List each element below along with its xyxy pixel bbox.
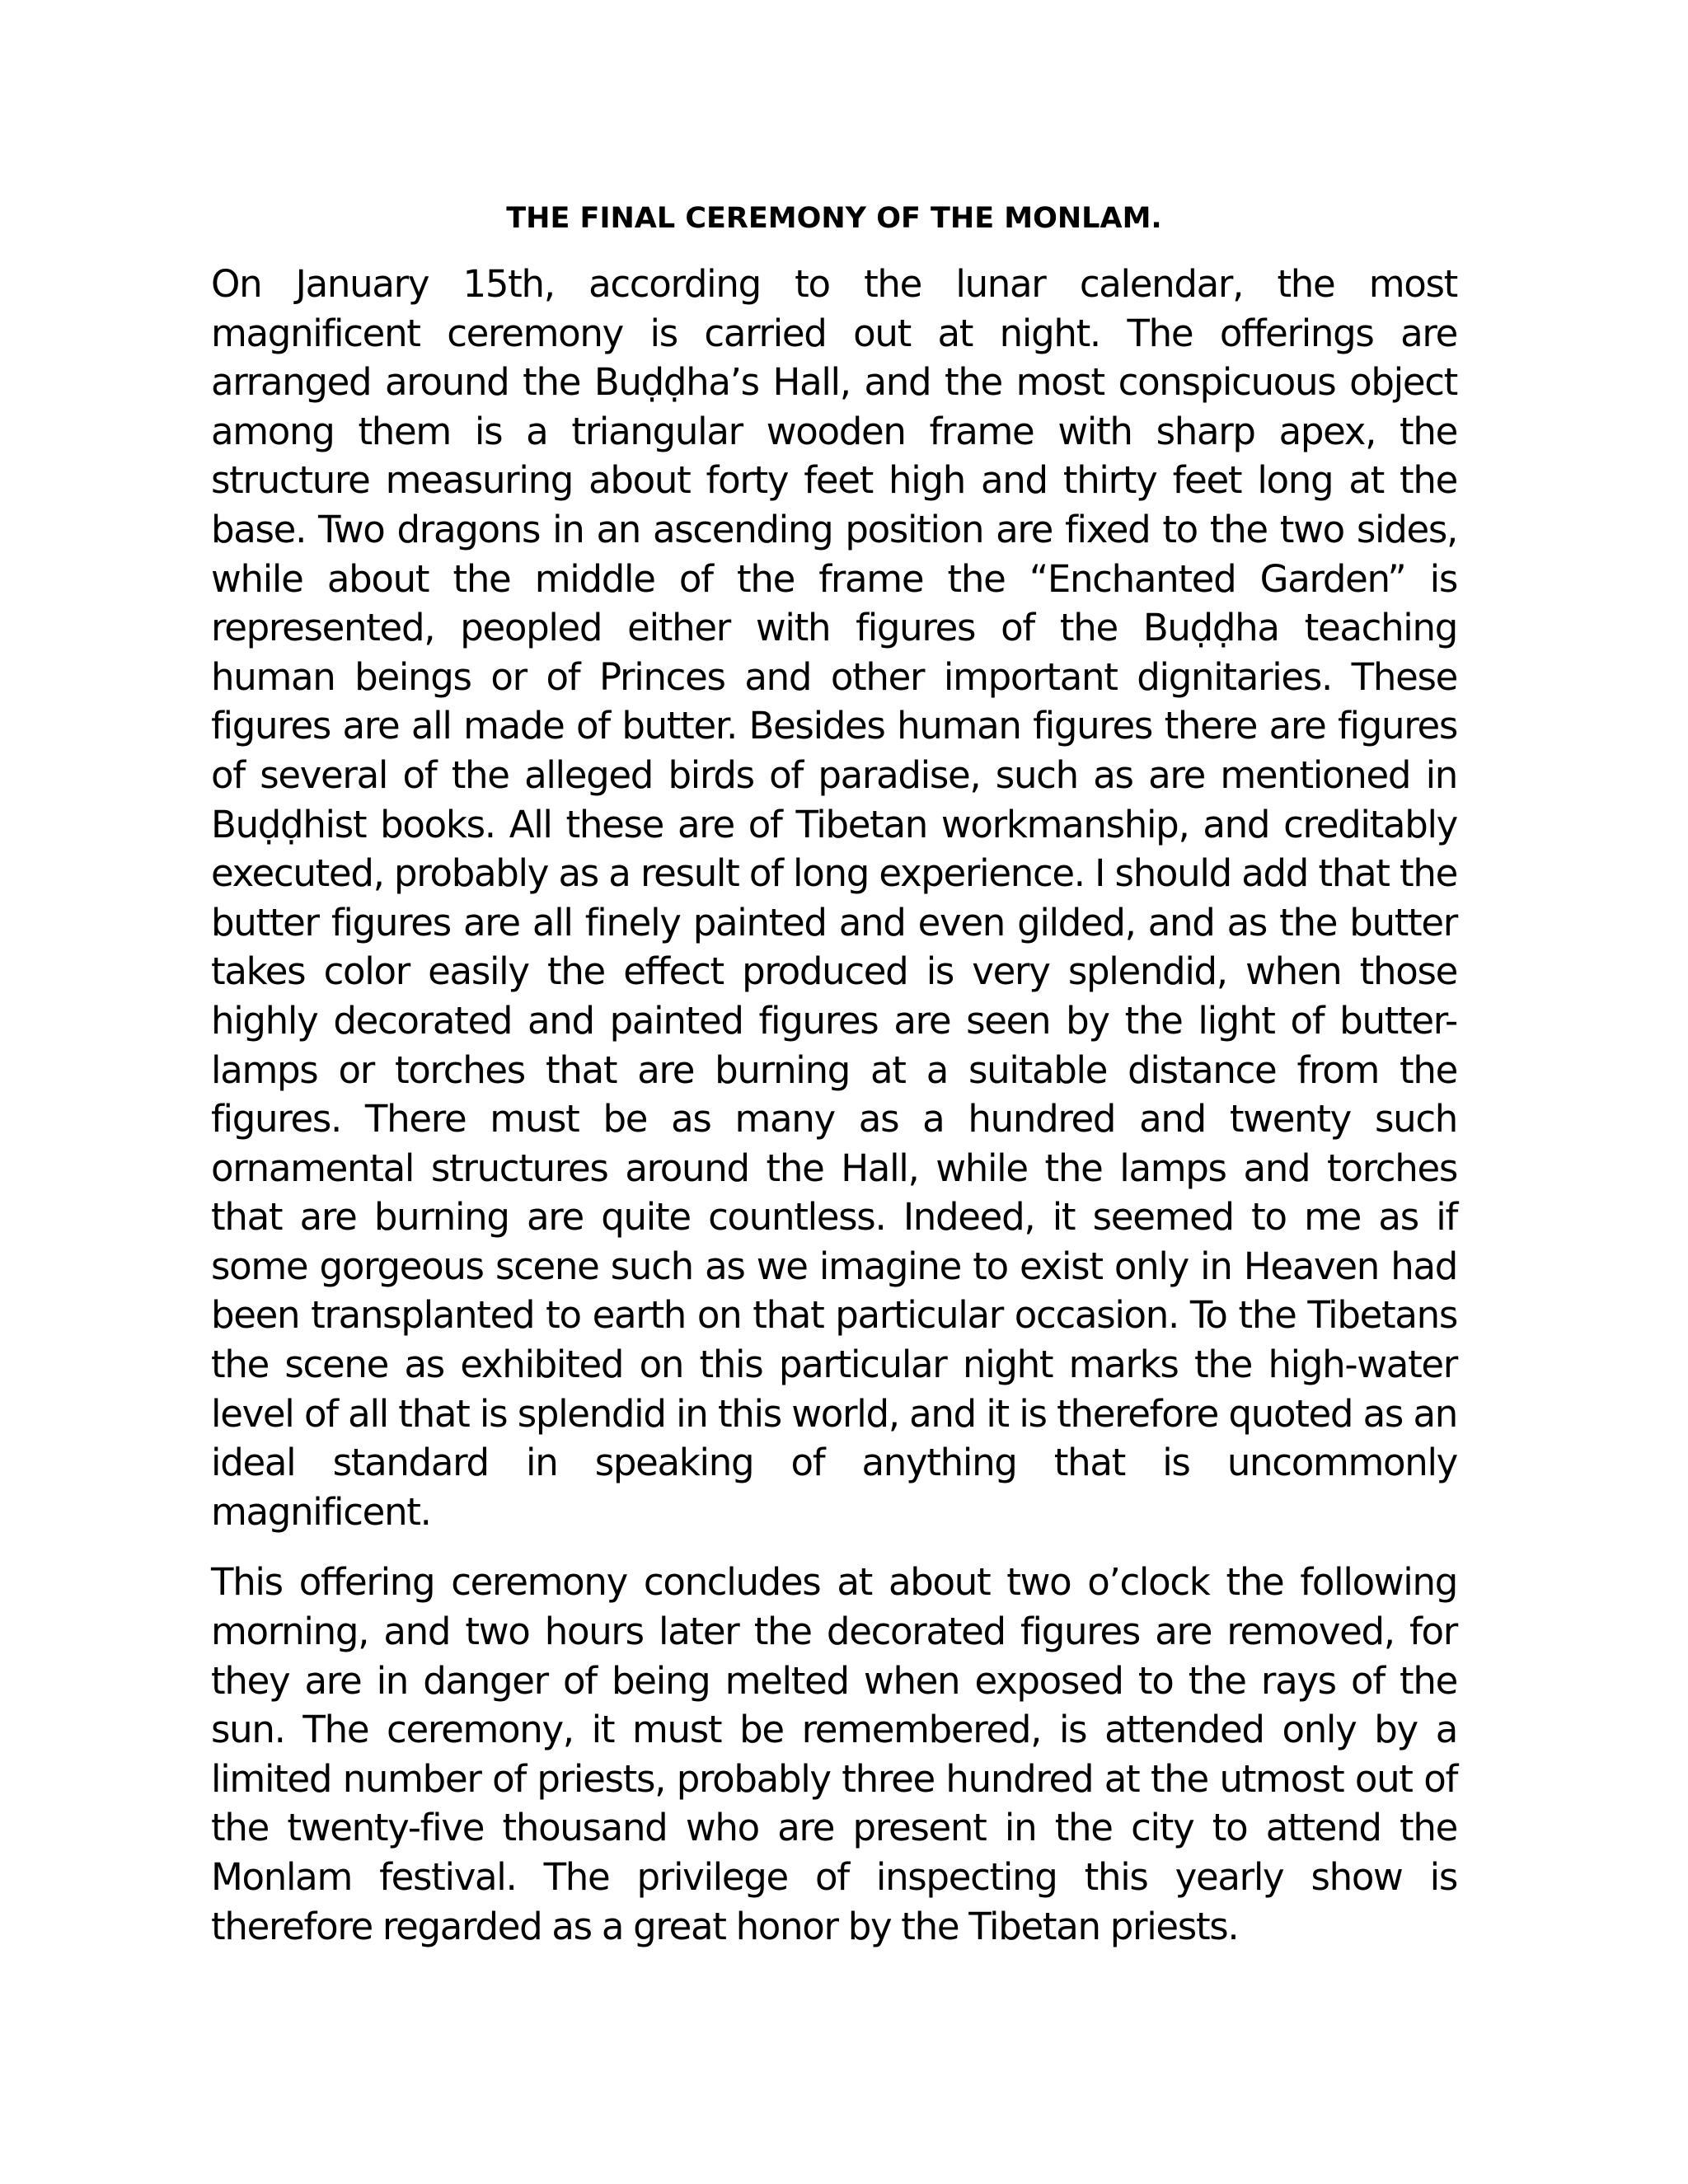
paragraph-2: This offering ceremony concludes at about two o’clock the following morning, and two hours later the decorated figures are removed, for they are in danger of being melted when exposed to the rays of the sun. The ceremony, it must be remembered, is attended only by a limited number of priests, probably three hundred at the utmost out of the twenty-five thousand who are present in the city to attend the Monlam festival. The privilege of inspecting this yearly show is therefore regarded as a great honor by the Tibetan priests. (211, 1560, 1457, 1948)
page-title: THE FINAL CEREMONY OF THE MONLAM. (506, 202, 1162, 235)
paragraph-1: On January 15th, according to the lunar calendar, the most magnificent ceremony is carried out at night. The offerings are arranged around the Buḍḍha’s Hall, and the most conspicuous object among them is a triangular wooden frame with sharp apex, the structure measuring about forty feet high and thirty feet long at the base. Two dragons in an ascending position are fixed to the two sides, while about the middle of the frame the “Enchanted Garden” is represented, peopled either with figures of the Buḍḍha teaching human beings or of Princes and other important dignitaries. These figures are all made of butter. Besides human figures there are figures of several of the alleged birds of paradise, such as are mentioned in Buḍḍhist books. All these are of Tibetan workmanship, and creditably executed, probably as a result of long experience. I should add that the butter figures are all finely painted and even gilded, and as the butter takes color easily the effect produced is very splendid, when those highly decorated and painted figures are seen by the light of butter-lamps or torches that are burning at a suitable distance from the figures. There must be as many as a hundred and twenty such ornamental structures around the Hall, while the lamps and torches that are burning are quite countless. Indeed, it seemed to me as if some gorgeous scene such as we imagine to exist only in Heaven had been transplanted to earth on that particular occasion. To the Tibetans the scene as exhibited on this particular night marks the high-water level of all that is splendid in this world, and it is therefore quoted as an ideal standard in speaking of anything that is uncommonly magnificent. (211, 262, 1457, 1534)
body-text (211, 260, 1457, 1972)
